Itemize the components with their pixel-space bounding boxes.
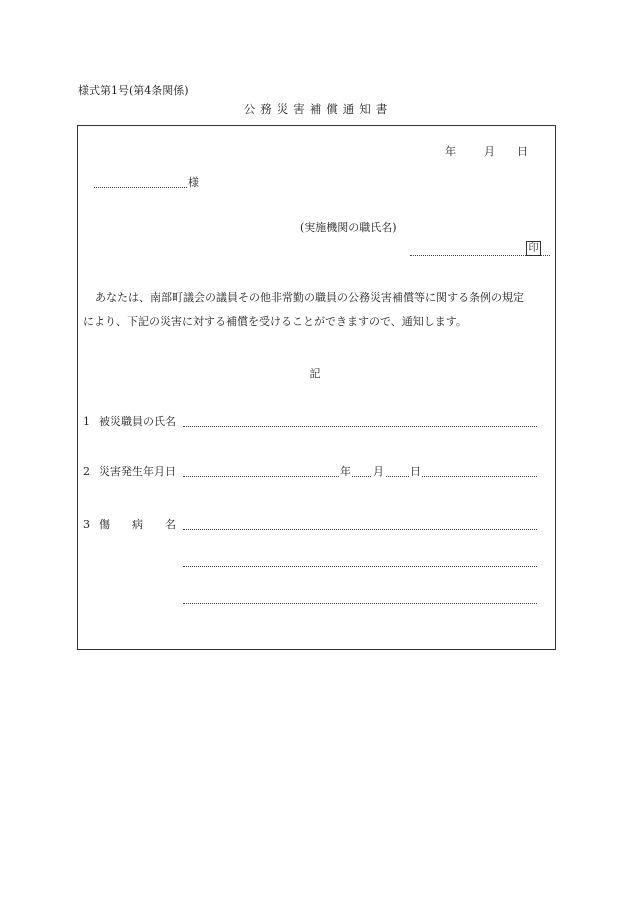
injury-name-field-line-2[interactable] (183, 566, 537, 567)
item-3-number: 3 (83, 518, 90, 531)
seal-mark: 印 (526, 241, 541, 256)
ki-heading: 記 (309, 367, 321, 380)
addressee-honorific: 様 (188, 176, 199, 189)
issue-date-year-label: 年 (445, 145, 456, 158)
form-frame (77, 125, 556, 650)
occurrence-date-field[interactable] (183, 476, 537, 477)
body-text-line-2: により、下記の災害に対する補償を受けることができますので、通知します。 (83, 315, 467, 328)
body-text-line-1: あなたは、南部町議会の議員その他非常勤の職員の公務災害補償等に関する条例の規定 (95, 291, 524, 304)
document-title: 公務災害補償通知書 (243, 102, 393, 116)
form-number: 様式第1号(第4条関係) (78, 84, 189, 97)
issue-date-month-label: 月 (484, 145, 495, 158)
occurrence-month-label: 月 (373, 465, 384, 478)
item-3-label: 傷 病 名 (99, 518, 176, 531)
occurrence-year-label: 年 (340, 465, 351, 478)
agency-label: (実施機関の職氏名) (300, 221, 397, 234)
injured-employee-name-field[interactable] (183, 426, 537, 427)
item-1-number: 1 (83, 415, 90, 428)
occurrence-day-label: 日 (410, 465, 421, 478)
injury-name-field-line-3[interactable] (183, 603, 537, 604)
item-2-number: 2 (83, 465, 90, 478)
issue-date-day-label: 日 (517, 145, 528, 158)
addressee-name-field[interactable] (94, 187, 187, 188)
item-1-label: 被災職員の氏名 (99, 415, 176, 428)
item-2-label: 災害発生年月日 (99, 465, 176, 478)
injury-name-field-line-1[interactable] (183, 529, 537, 530)
